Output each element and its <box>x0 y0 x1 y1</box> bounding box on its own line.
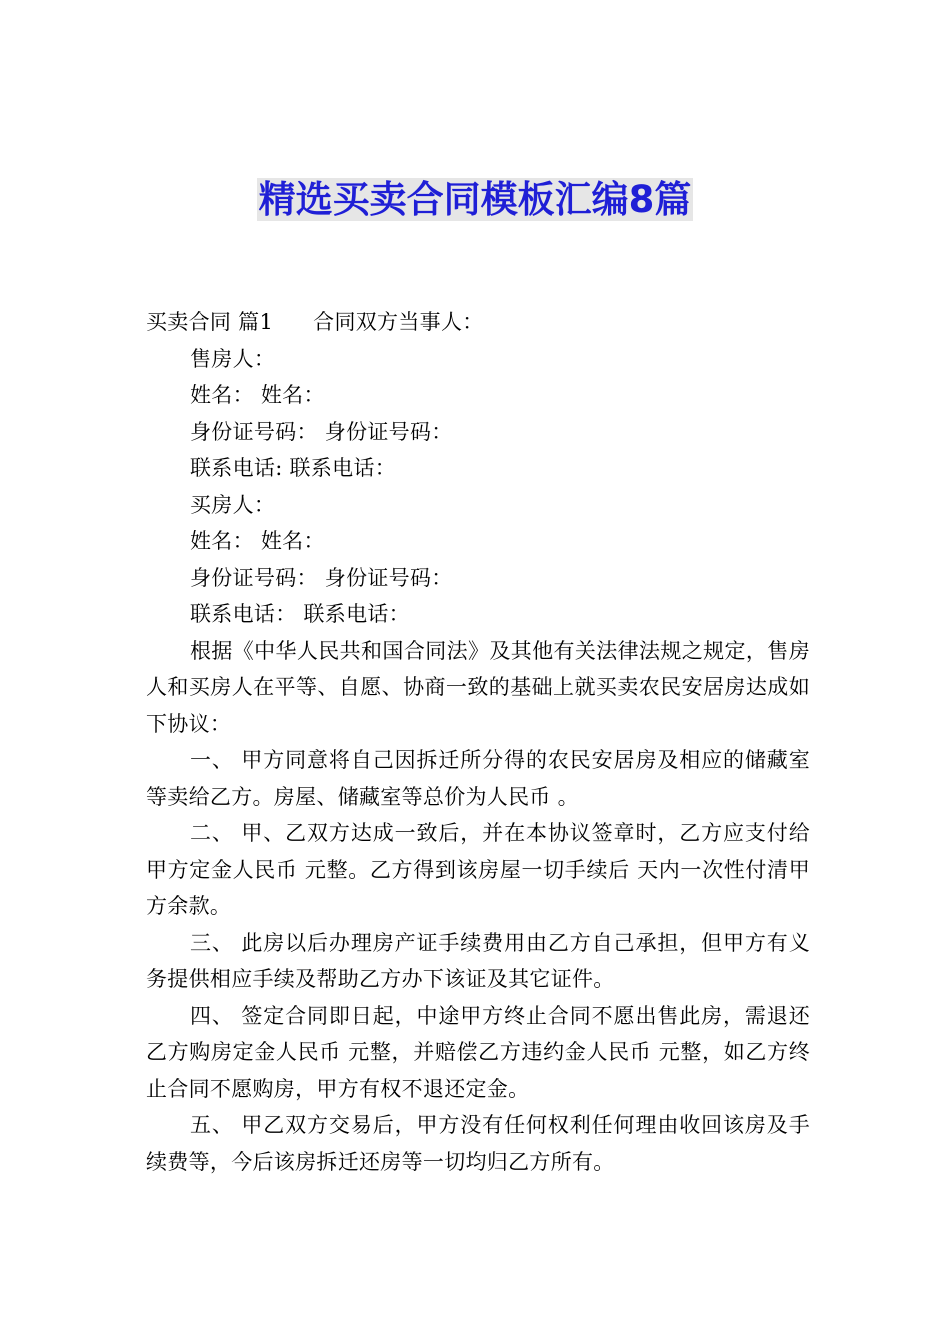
paragraph-clause-3: 三、 此房以后办理房产证手续费用由乙方自己承担，但甲方有义务提供相应手续及帮助乙方办下该证及其它证件。 <box>146 930 810 991</box>
paragraph-clause-5: 五、 甲乙双方交易后，甲方没有任何权利任何理由收回该房及手续费等，今后该房拆迁还房等一切均归乙方所有。 <box>146 1113 810 1174</box>
buyer-phone-line: 联系电话： 联系电话： <box>190 602 410 626</box>
paragraph-clause-2: 二、 甲、乙双方达成一致后，并在本协议签章时，乙方应支付给甲方定金人民币 元整。乙方得到该房屋一切手续后 天内一次性付清甲方余款。 <box>146 821 810 918</box>
buyer-id-line: 身份证号码： 身份证号码： <box>190 565 453 590</box>
buyer-name-line: 姓名： 姓名： <box>190 529 325 553</box>
buyer-label: 买房人： <box>190 492 276 517</box>
document-body <box>146 304 810 1180</box>
seller-label: 售房人： <box>190 346 276 371</box>
document-title-text: 精选买卖合同模板汇编8篇 <box>258 178 692 221</box>
intro-line <box>146 304 810 341</box>
contract-heading: 买卖合同 篇1 <box>146 310 274 334</box>
parties-label: 合同双方当事人： <box>313 310 484 334</box>
seller-phone-line: 联系电话: 联系电话： <box>190 456 397 480</box>
seller-id-line: 身份证号码： 身份证号码： <box>190 419 453 444</box>
paragraph-clause-1: 一、 甲方同意将自己因拆迁所分得的农民安居房及相应的储藏室等卖给乙方。房屋、储藏室等总价为人民币 。 <box>146 748 810 809</box>
document-title <box>0 172 950 228</box>
seller-name-line: 姓名： 姓名： <box>190 383 325 407</box>
paragraph-preamble: 根据《中华人民共和国合同法》及其他有关法律法规之规定，售房人和买房人在平等、自愿、协商一致的基础上就买卖农民安居房达成如下协议： <box>146 638 810 736</box>
paragraph-clause-4: 四、 签定合同即日起，中途甲方终止合同不愿出售此房，需退还乙方购房定金人民币 元整，并赔偿乙方违约金人民币 元整，如乙方终止合同不愿购房，甲方有权不退还定金。 <box>146 1003 810 1101</box>
